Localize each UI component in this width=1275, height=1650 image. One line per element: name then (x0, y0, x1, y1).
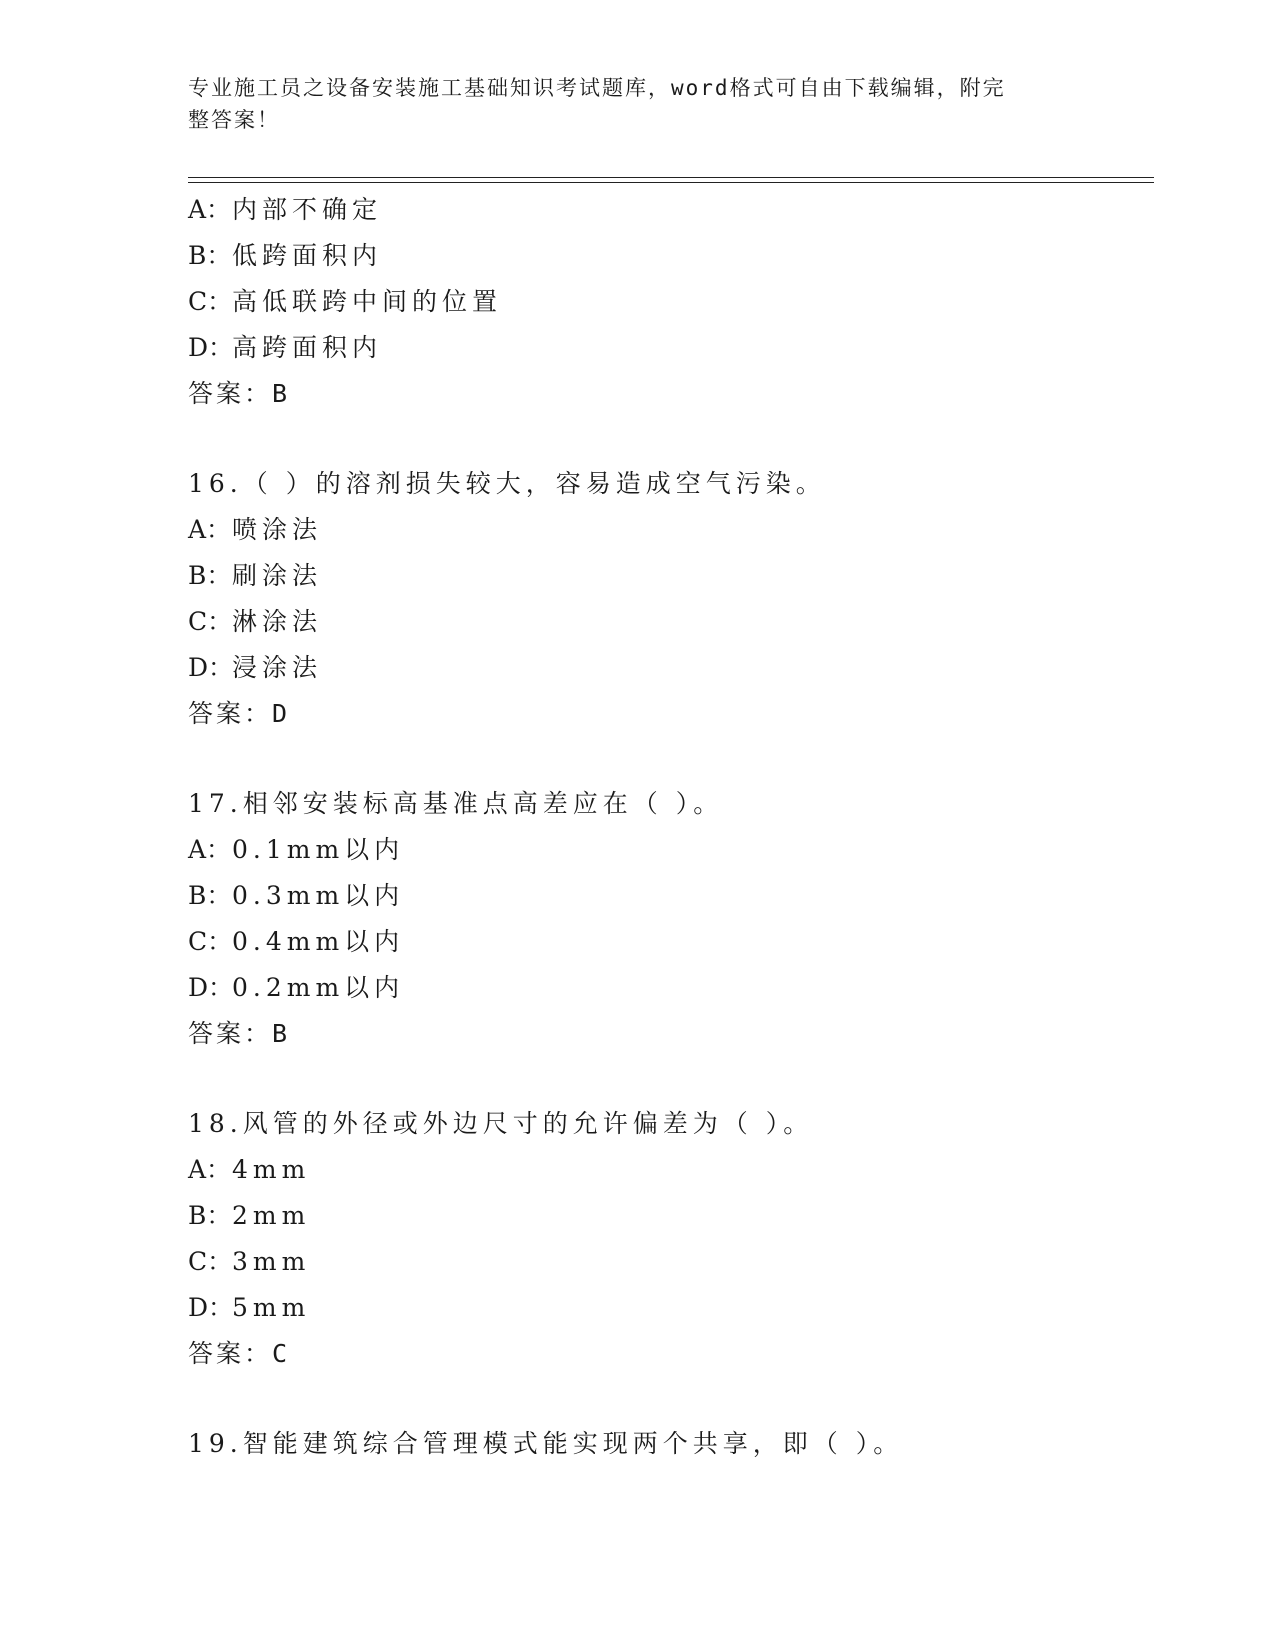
option-text: 淋涂法 (232, 607, 323, 636)
option-text: 高低联跨中间的位置 (232, 287, 503, 316)
option-b (188, 1193, 1148, 1239)
option-letter: C： (188, 1247, 233, 1276)
option-letter: B： (188, 1201, 232, 1230)
option-text: 0.2mm以内 (232, 973, 405, 1002)
option-d (188, 325, 1148, 371)
question-15 (188, 187, 1148, 417)
header-divider (188, 177, 1154, 178)
option-letter: D： (188, 333, 234, 362)
option-a (188, 187, 1148, 233)
header-line-1: 专业施工员之设备安装施工基础知识考试题库，word格式可自由下载编辑，附完 (188, 76, 1006, 100)
option-text: 低跨面积内 (232, 241, 383, 270)
option-d (188, 645, 1148, 691)
question-text: 18.风管的外径或外边尺寸的允许偏差为（ ）。 (188, 1109, 814, 1138)
option-a (188, 507, 1148, 553)
answer-line (188, 371, 1148, 417)
option-letter: C： (188, 607, 233, 636)
option-letter: D： (188, 1293, 234, 1322)
option-text: 内部不确定 (232, 195, 383, 224)
answer-label: 答案： (188, 1339, 273, 1368)
answer-value: C (272, 1339, 291, 1368)
option-letter: A： (188, 1155, 232, 1184)
option-text: 0.4mm以内 (232, 927, 405, 956)
answer-line (188, 691, 1148, 737)
page-header (188, 72, 1068, 136)
option-c (188, 599, 1148, 645)
option-text: 0.1mm以内 (232, 835, 405, 864)
question-18 (188, 1101, 1148, 1377)
option-c (188, 279, 1148, 325)
option-letter: C： (188, 287, 233, 316)
option-c (188, 919, 1148, 965)
header-line-2: 整答案！ (188, 108, 280, 132)
header-divider (188, 182, 1154, 183)
option-letter: A： (188, 515, 232, 544)
option-text: 3mm (232, 1247, 311, 1276)
option-text: 5mm (232, 1293, 311, 1322)
answer-line (188, 1331, 1148, 1377)
option-b (188, 873, 1148, 919)
answer-label: 答案： (188, 1019, 273, 1048)
option-d (188, 965, 1148, 1011)
option-d (188, 1285, 1148, 1331)
question-19 (188, 1421, 1148, 1467)
answer-value: B (272, 1019, 291, 1048)
option-b (188, 553, 1148, 599)
option-letter: B： (188, 561, 232, 590)
answer-value: B (272, 379, 291, 408)
answer-value: D (272, 699, 291, 728)
option-letter: C： (188, 927, 233, 956)
option-text: 0.3mm以内 (232, 881, 405, 910)
option-a (188, 1147, 1148, 1193)
option-text: 喷涂法 (232, 515, 323, 544)
answer-label: 答案： (188, 379, 273, 408)
answer-label: 答案： (188, 699, 273, 728)
option-letter: B： (188, 241, 232, 270)
option-b (188, 233, 1148, 279)
option-text: 高跨面积内 (232, 333, 383, 362)
answer-line (188, 1011, 1148, 1057)
question-16 (188, 461, 1148, 737)
option-letter: D： (188, 973, 234, 1002)
option-c (188, 1239, 1148, 1285)
option-letter: D： (188, 653, 234, 682)
option-text: 2mm (232, 1201, 311, 1230)
question-list (188, 187, 1148, 1467)
question-17 (188, 781, 1148, 1057)
question-text: 19.智能建筑综合管理模式能实现两个共享，即（ ）。 (188, 1429, 904, 1458)
option-a (188, 827, 1148, 873)
option-letter: A： (188, 835, 232, 864)
question-text: 17.相邻安装标高基准点高差应在（ ）。 (188, 789, 724, 818)
option-letter: B： (188, 881, 232, 910)
option-letter: A： (188, 195, 232, 224)
option-text: 浸涂法 (232, 653, 323, 682)
question-text: 16.（ ）的溶剂损失较大，容易造成空气污染。 (188, 469, 826, 498)
option-text: 4mm (232, 1155, 311, 1184)
option-text: 刷涂法 (232, 561, 323, 590)
